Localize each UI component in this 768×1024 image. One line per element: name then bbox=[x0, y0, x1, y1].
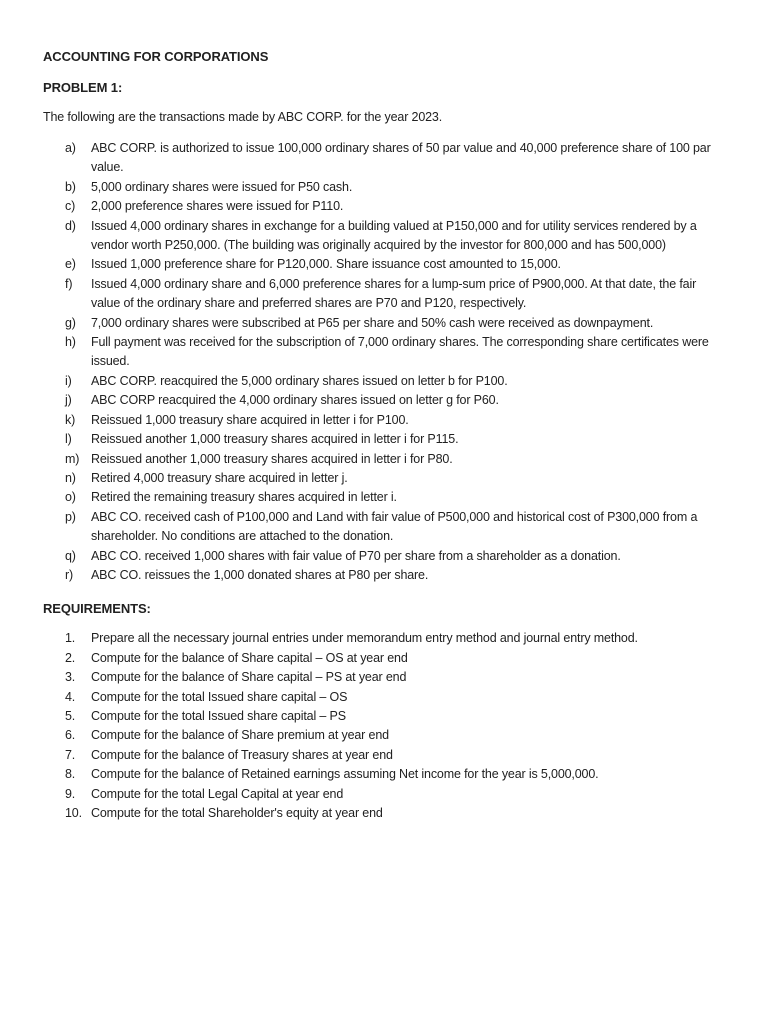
requirements-heading: REQUIREMENTS: bbox=[43, 601, 151, 617]
transaction-item-h bbox=[65, 333, 728, 372]
list-item-text: Compute for the balance of Share capital – OS at year end bbox=[91, 650, 408, 665]
transaction-item-m bbox=[65, 450, 728, 469]
list-marker: 8. bbox=[65, 767, 76, 782]
list-marker: 2. bbox=[65, 650, 76, 665]
list-item-text: ABC CORP. is authorized to issue 100,000 ordinary shares of 50 par value and 40,000 preference share of 100 par value. bbox=[91, 141, 711, 175]
problem-heading: PROBLEM 1: bbox=[43, 80, 123, 95]
transaction-item-n bbox=[65, 469, 728, 488]
list-marker: 6. bbox=[65, 728, 76, 743]
list-item-text: Compute for the balance of Share capital – PS at year end bbox=[91, 670, 407, 685]
list-item-text: Issued 4,000 ordinary share and 6,000 preference shares for a lump-sum price of P900,000. At that date, the fair value of the ordinary share and preferred shares are P70 and P120, respectively. bbox=[91, 276, 697, 311]
requirement-item-4 bbox=[65, 688, 728, 707]
transaction-item-o bbox=[65, 488, 728, 507]
list-marker: k) bbox=[65, 412, 76, 427]
list-item-text: 5,000 ordinary shares were issued for P50 cash. bbox=[91, 179, 353, 194]
list-item-text: Retired the remaining treasury shares acquired in letter i. bbox=[91, 490, 397, 505]
list-marker: o) bbox=[65, 490, 76, 505]
list-marker: g) bbox=[65, 315, 76, 330]
list-marker: r) bbox=[65, 567, 74, 582]
document-title: ACCOUNTING FOR CORPORATIONS bbox=[43, 49, 269, 64]
transaction-item-p bbox=[65, 508, 728, 547]
list-item-text: ABC CO. received 1,000 shares with fair value of P70 per share from a shareholder as a donation. bbox=[91, 548, 621, 563]
list-marker: a) bbox=[65, 141, 76, 155]
transactions-list bbox=[43, 139, 728, 585]
list-item-text: ABC CO. received cash of P100,000 and Land with fair value of P500,000 and historical cost of P300,000 from a shareholder. No conditions are attached to the donation. bbox=[91, 509, 698, 544]
transaction-item-k bbox=[65, 411, 728, 430]
list-item-text: Retired 4,000 treasury share acquired in letter j. bbox=[91, 470, 348, 485]
transaction-item-b bbox=[65, 178, 728, 197]
list-marker: i) bbox=[65, 373, 72, 388]
list-marker: n) bbox=[65, 470, 76, 485]
list-item-text: Compute for the total Issued share capital – PS bbox=[91, 708, 346, 723]
transaction-item-c bbox=[65, 197, 728, 216]
list-marker: 7. bbox=[65, 747, 76, 762]
requirement-item-8 bbox=[65, 765, 728, 784]
requirement-item-7 bbox=[65, 746, 728, 765]
list-marker: q) bbox=[65, 548, 76, 563]
list-item-text: Compute for the balance of Treasury shares at year end bbox=[91, 747, 393, 762]
list-marker: f) bbox=[65, 276, 73, 291]
list-marker: 5. bbox=[65, 708, 76, 723]
list-marker: e) bbox=[65, 257, 76, 272]
list-item-text: Reissued 1,000 treasury share acquired in letter i for P100. bbox=[91, 412, 409, 427]
requirement-item-10 bbox=[65, 804, 728, 823]
list-item-text: Compute for the total Legal Capital at year end bbox=[91, 786, 344, 801]
list-marker: c) bbox=[65, 199, 76, 214]
list-item-text: Full payment was received for the subscription of 7,000 ordinary shares. The corresponding share certificates were issued. bbox=[91, 335, 709, 369]
list-item-text: Compute for the total Shareholder's equity at year end bbox=[91, 806, 383, 820]
list-item-text: ABC CO. reissues the 1,000 donated shares at P80 per share. bbox=[91, 567, 429, 582]
requirement-item-3 bbox=[65, 668, 728, 687]
list-item-text: Compute for the balance of Retained earnings assuming Net income for the year is 5,000,000. bbox=[91, 767, 599, 782]
requirement-item-1 bbox=[65, 629, 728, 648]
requirement-item-5 bbox=[65, 707, 728, 726]
list-item-text: Issued 4,000 ordinary shares in exchange for a building valued at P150,000 and for utility services rendered by a vendor worth P250,000. (The building was originally acquired by the investor for 800,000 and has 500,000) bbox=[91, 218, 697, 253]
list-item-text: Compute for the total Issued share capital – OS bbox=[91, 689, 348, 704]
problem-intro: The following are the transactions made by ABC CORP. for the year 2023. bbox=[43, 110, 443, 124]
list-marker: 3. bbox=[65, 670, 76, 685]
list-marker: j) bbox=[65, 393, 72, 408]
transaction-item-a bbox=[65, 139, 728, 178]
transaction-item-l bbox=[65, 430, 728, 449]
list-marker: 9. bbox=[65, 786, 76, 801]
list-item-text: Compute for the balance of Share premium at year end bbox=[91, 728, 389, 743]
transaction-item-q bbox=[65, 547, 728, 566]
transaction-item-f bbox=[65, 275, 728, 314]
requirements-list bbox=[43, 629, 728, 823]
transaction-item-e bbox=[65, 255, 728, 274]
transaction-item-d bbox=[65, 217, 728, 256]
list-marker: b) bbox=[65, 179, 76, 194]
list-marker: p) bbox=[65, 509, 76, 524]
list-marker: l) bbox=[65, 432, 72, 447]
transaction-item-i bbox=[65, 372, 728, 391]
transaction-item-r bbox=[65, 566, 728, 585]
requirement-item-6 bbox=[65, 726, 728, 745]
list-marker: m) bbox=[65, 451, 80, 466]
list-marker: 10. bbox=[65, 806, 82, 820]
list-item-text: ABC CORP reacquired the 4,000 ordinary shares issued on letter g for P60. bbox=[91, 393, 499, 408]
list-marker: d) bbox=[65, 218, 76, 233]
list-item-text: Reissued another 1,000 treasury shares acquired in letter i for P80. bbox=[91, 451, 453, 466]
list-marker: 4. bbox=[65, 689, 76, 704]
transaction-item-j bbox=[65, 391, 728, 410]
requirement-item-2 bbox=[65, 649, 728, 668]
requirement-item-9 bbox=[65, 785, 728, 804]
list-item-text: Issued 1,000 preference share for P120,000. Share issuance cost amounted to 15,000. bbox=[91, 257, 561, 272]
list-item-text: Prepare all the necessary journal entries under memorandum entry method and journal entry method. bbox=[91, 631, 638, 646]
list-marker: h) bbox=[65, 335, 76, 350]
list-item-text: Reissued another 1,000 treasury shares acquired in letter i for P115. bbox=[91, 432, 459, 447]
list-item-text: ABC CORP. reacquired the 5,000 ordinary shares issued on letter b for P100. bbox=[91, 373, 508, 388]
list-item-text: 2,000 preference shares were issued for P110. bbox=[91, 199, 344, 214]
list-marker: 1. bbox=[65, 631, 76, 646]
list-item-text: 7,000 ordinary shares were subscribed at P65 per share and 50% cash were received as downpayment. bbox=[91, 315, 654, 330]
transaction-item-g bbox=[65, 314, 728, 333]
